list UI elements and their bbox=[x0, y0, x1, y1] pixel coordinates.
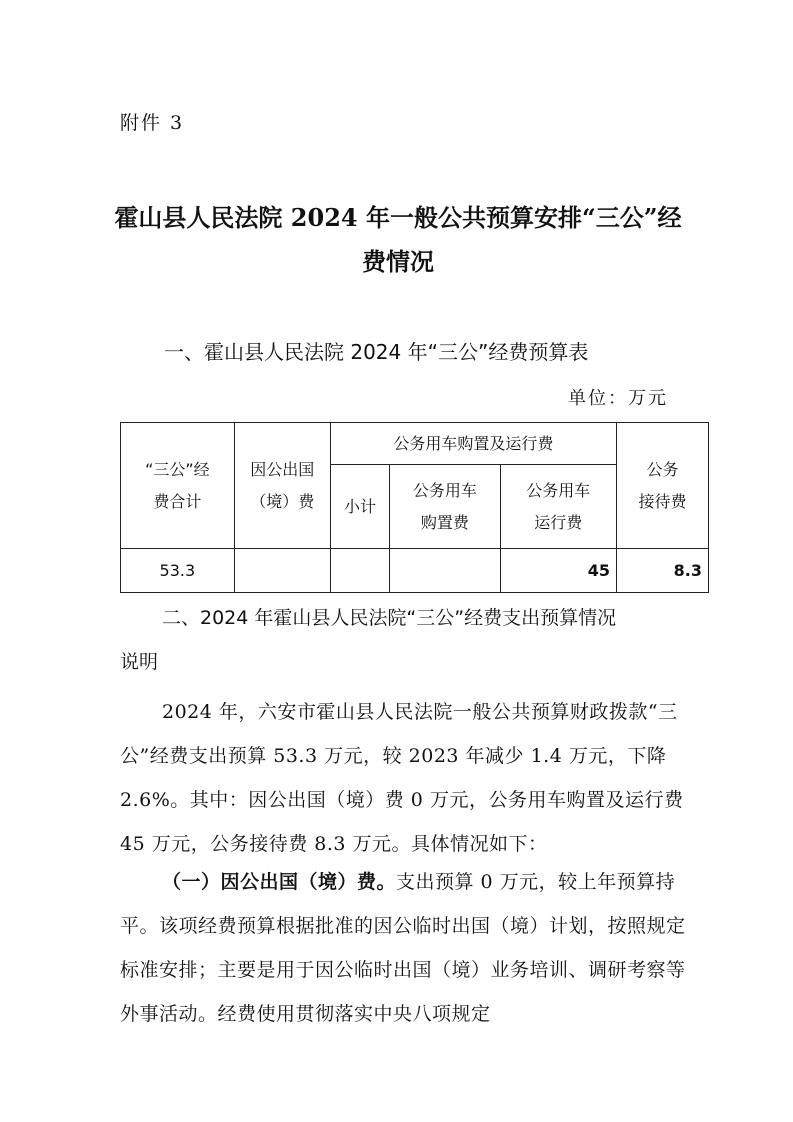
cell-purchase bbox=[390, 549, 500, 593]
section-1-heading: 一、霍山县人民法院 2024 年“三公”经费预算表 bbox=[164, 340, 589, 364]
paragraph-abroad-text: 支出预算 0 万元，较上年预算持平。该项经费预算根据批准的因公临时出国（境）计划，按照规定标准安排；主要是用于因公临时出国（境）业务培训、调研考察等外事活动。经费使用贯彻落实中央八项规定 bbox=[120, 871, 686, 1025]
cell-reception: 8.3 bbox=[616, 549, 708, 593]
header-vehicle-purchase: 公务用车 购置费 bbox=[390, 465, 500, 549]
cell-abroad bbox=[234, 549, 330, 593]
paragraph-abroad-lead: （一）因公出国（境）费。 bbox=[162, 871, 397, 893]
cell-total: 53.3 bbox=[121, 549, 235, 593]
section-2-heading-line-1: 二、2024 年霍山县人民法院“三公”经费支出预算情况 bbox=[162, 607, 617, 629]
attachment-label: 附件 3 bbox=[120, 112, 185, 134]
paragraph-abroad bbox=[120, 860, 686, 1036]
header-vehicle-operation: 公务用车 运行费 bbox=[500, 465, 616, 549]
title-line-2: 费情况 bbox=[362, 247, 434, 276]
header-total: “三公”经 费合计 bbox=[121, 423, 235, 549]
header-subtotal: 小计 bbox=[330, 465, 389, 549]
table-header-row-1 bbox=[121, 423, 709, 465]
section-2-heading-line-2: 说明 bbox=[120, 651, 159, 673]
budget-table bbox=[120, 422, 709, 593]
table-row bbox=[121, 549, 709, 593]
header-reception: 公务 接待费 bbox=[616, 423, 708, 549]
unit-label: 单位：万元 bbox=[568, 388, 668, 409]
page-title bbox=[112, 196, 684, 284]
cell-operation: 45 bbox=[500, 549, 616, 593]
cell-subtotal bbox=[330, 549, 389, 593]
title-line-1: 霍山县人民法院 2024 年一般公共预算安排“三公”经 bbox=[114, 203, 682, 232]
header-vehicle: 公务用车购置及运行费 bbox=[330, 423, 616, 465]
section-2-heading bbox=[120, 596, 680, 684]
paragraph-summary: 2024 年，六安市霍山县人民法院一般公共预算财政拨款“三公”经费支出预算 53.3 万元，较 2023 年减少 1.4 万元，下降 2.6%。其中：因公出国（境）费 0 万元，公务用车购置及运行费 45 万元，公务接待费 8.3 万元。具体情况如下： bbox=[120, 701, 684, 855]
header-abroad: 因公出国 （境）费 bbox=[234, 423, 330, 549]
